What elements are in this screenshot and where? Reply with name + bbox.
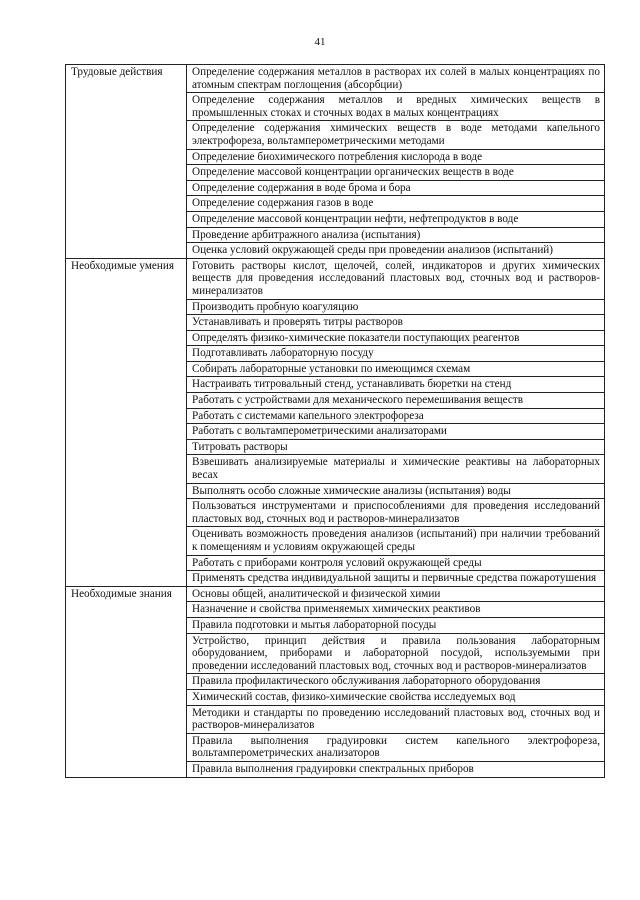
requirement-item: Проведение арбитражного анализа (испытания)	[187, 227, 605, 243]
requirement-item: Настраивать титровальный стенд, устанавливать бюретки на стенд	[187, 377, 605, 393]
requirement-item: Основы общей, аналитической и физической химии	[187, 586, 605, 602]
requirement-item: Работать с устройствами для механического перемешивания веществ	[187, 393, 605, 409]
requirement-item: Работать с системами капельного электрофореза	[187, 408, 605, 424]
requirement-item: Определение биохимического потребления кислорода в воде	[187, 149, 605, 165]
table-row	[66, 65, 605, 93]
requirement-item: Назначение и свойства применяемых химических реактивов	[187, 602, 605, 618]
page-number: 41	[314, 36, 326, 48]
requirement-item: Определение содержания металлов и вредных химических веществ в промышленных стоках и сточных водах в малых концентрациях	[187, 93, 605, 121]
requirements-table-body	[66, 65, 605, 778]
table-row	[66, 586, 605, 602]
requirement-item: Правила профилактического обслуживания лабораторного оборудования	[187, 674, 605, 690]
requirement-item: Определение массовой концентрации органических веществ в воде	[187, 165, 605, 181]
requirement-item: Правила подготовки и мытья лабораторной посуды	[187, 617, 605, 633]
requirement-item: Определение содержания химических веществ в воде методами капельного электрофореза, вольтамперометрическими методами	[187, 121, 605, 149]
requirement-item: Правила выполнения градуировки спектральных приборов	[187, 761, 605, 777]
requirement-item: Определение содержания металлов в растворах их солей в малых концентрациях по атомным спектрам поглощения (абсорбции)	[187, 65, 605, 93]
requirement-item: Производить пробную коагуляцию	[187, 299, 605, 315]
requirement-item: Собирать лабораторные установки по имеющимся схемам	[187, 361, 605, 377]
requirement-item: Работать с приборами контроля условий окружающей среды	[187, 555, 605, 571]
requirement-item: Готовить растворы кислот, щелочей, солей, индикаторов и других химических веществ для проведения исследований пластовых вод, сточных вод и растворов-минерализатов	[187, 258, 605, 299]
requirement-item: Методики и стандарты по проведению исследований пластовых вод, сточных вод и растворов-минерализатов	[187, 705, 605, 733]
requirement-item: Химический состав, физико-химические свойства исследуемых вод	[187, 689, 605, 705]
requirement-item: Оценивать возможность проведения анализов (испытаний) при наличии требований к помещениям и условиям окружающей среды	[187, 527, 605, 555]
requirement-item: Пользоваться инструментами и приспособлениями для проведения исследований пластовых вод, сточных вод и растворов-минерализатов	[187, 499, 605, 527]
section-title: Необходимые умения	[66, 258, 187, 586]
section-title: Трудовые действия	[66, 65, 187, 259]
requirement-item: Подготавливать лабораторную посуду	[187, 346, 605, 362]
section-title: Необходимые знания	[66, 586, 187, 777]
requirement-item: Определение содержания газов в воде	[187, 196, 605, 212]
requirement-item: Взвешивать анализируемые материалы и химические реактивы на лабораторных весах	[187, 455, 605, 483]
requirement-item: Выполнять особо сложные химические анализы (испытания) воды	[187, 483, 605, 499]
requirement-item: Определение содержания в воде брома и бора	[187, 180, 605, 196]
requirement-item: Правила выполнения градуировки систем капельного электрофореза, вольтамперометрических анализаторов	[187, 733, 605, 761]
requirement-item: Оценка условий окружающей среды при проведении анализов (испытаний)	[187, 243, 605, 259]
requirement-item: Применять средства индивидуальной защиты и первичные средства пожаротушения	[187, 571, 605, 587]
requirement-item: Устанавливать и проверять титры растворов	[187, 315, 605, 331]
requirement-item: Устройство, принцип действия и правила пользования лабораторным оборудованием, приборами и лабораторной посудой, используемыми при проведении исследований пластовых вод, сточных вод и растворов-минерализатов	[187, 633, 605, 674]
requirement-item: Работать с вольтамперометрическими анализаторами	[187, 424, 605, 440]
requirement-item: Титровать растворы	[187, 439, 605, 455]
table-row	[66, 258, 605, 299]
requirements-table	[65, 64, 605, 778]
requirement-item: Определять физико-химические показатели поступающих реагентов	[187, 330, 605, 346]
requirement-item: Определение массовой концентрации нефти, нефтепродуктов в воде	[187, 211, 605, 227]
